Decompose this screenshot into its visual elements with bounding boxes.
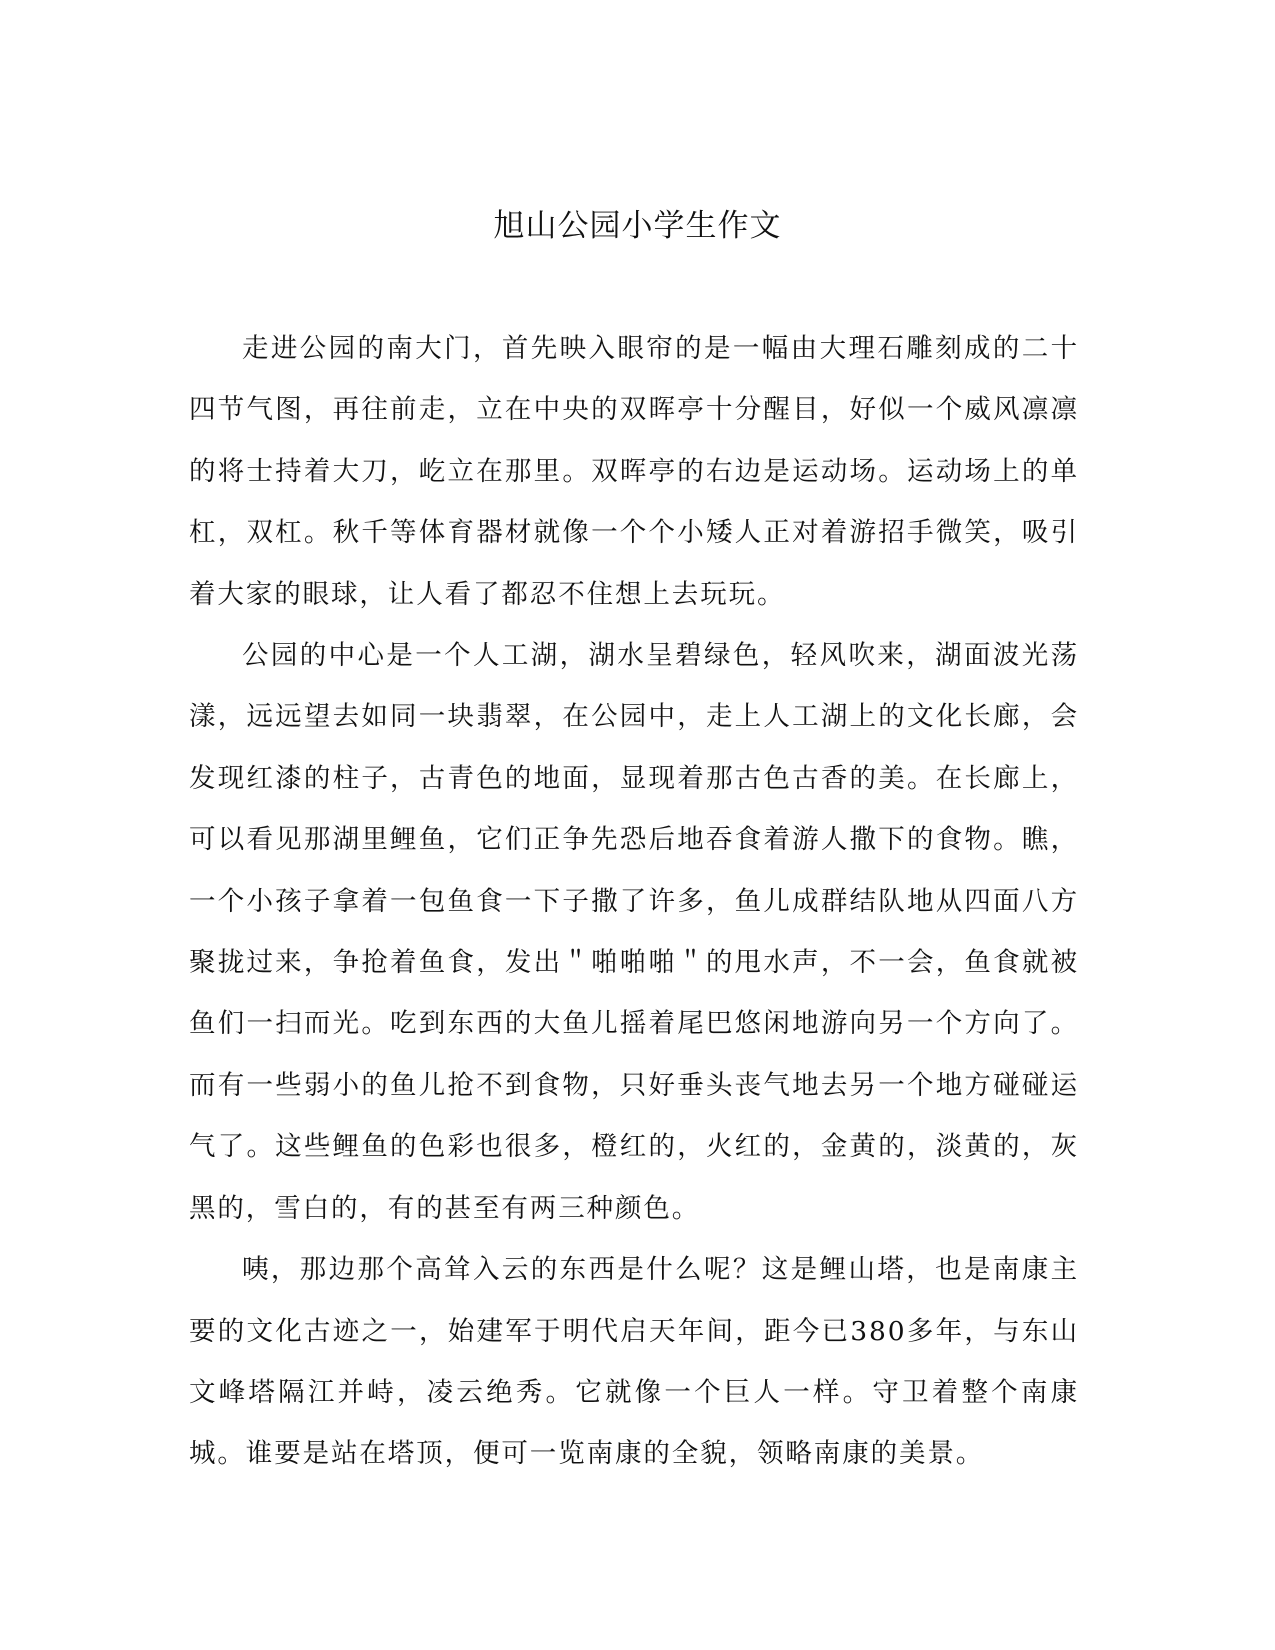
document-title: 旭山公园小学生作文 bbox=[493, 208, 782, 244]
paragraph: 咦，那边那个高耸入云的东西是什么呢？这是鲤山塔，也是南康主要的文化古迹之一，始建军于明代启天年间，距今已380多年，与东山文峰塔隔江并峙，凌云绝秀。它就像一个巨人一样。守卫着整个南康城。谁要是站在塔顶，便可一览南康的全貌，领略南康的美景。 bbox=[189, 1254, 1079, 1470]
document-body bbox=[189, 318, 1079, 1485]
paragraph: 公园的中心是一个人工湖，湖水呈碧绿色，轻风吹来，湖面波光荡漾，远远望去如同一块翡翠，在公园中，走上人工湖上的文化长廊，会发现红漆的柱子，古青色的地面，显现着那古色古香的美。在长廊上，可以看见那湖里鲤鱼，它们正争先恐后地吞食着游人撒下的食物。瞧，一个小孩子拿着一包鱼食一下子撒了许多，鱼儿成群结队地从四面八方聚拢过来，争抢着鱼食，发出＂啪啪啪＂的甩水声，不一会，鱼食就被鱼们一扫而光。吃到东西的大鱼儿摇着尾巴悠闲地游向另一个方向了。而有一些弱小的鱼儿抢不到食物，只好垂头丧气地去另一个地方碰碰运气了。这些鲤鱼的色彩也很多，橙红的，火红的，金黄的，淡黄的，灰黑的，雪白的，有的甚至有两三种颜色。 bbox=[189, 640, 1079, 1224]
paragraph: 走进公园的南大门，首先映入眼帘的是一幅由大理石雕刻成的二十四节气图，再往前走，立在中央的双晖亭十分醒目，好似一个威风凛凛的将士持着大刀，屹立在那里。双晖亭的右边是运动场。运动场上的单杠，双杠。秋千等体育器材就像一个个小矮人正对着游招手微笑，吸引着大家的眼球，让人看了都忍不住想上去玩玩。 bbox=[189, 333, 1079, 610]
